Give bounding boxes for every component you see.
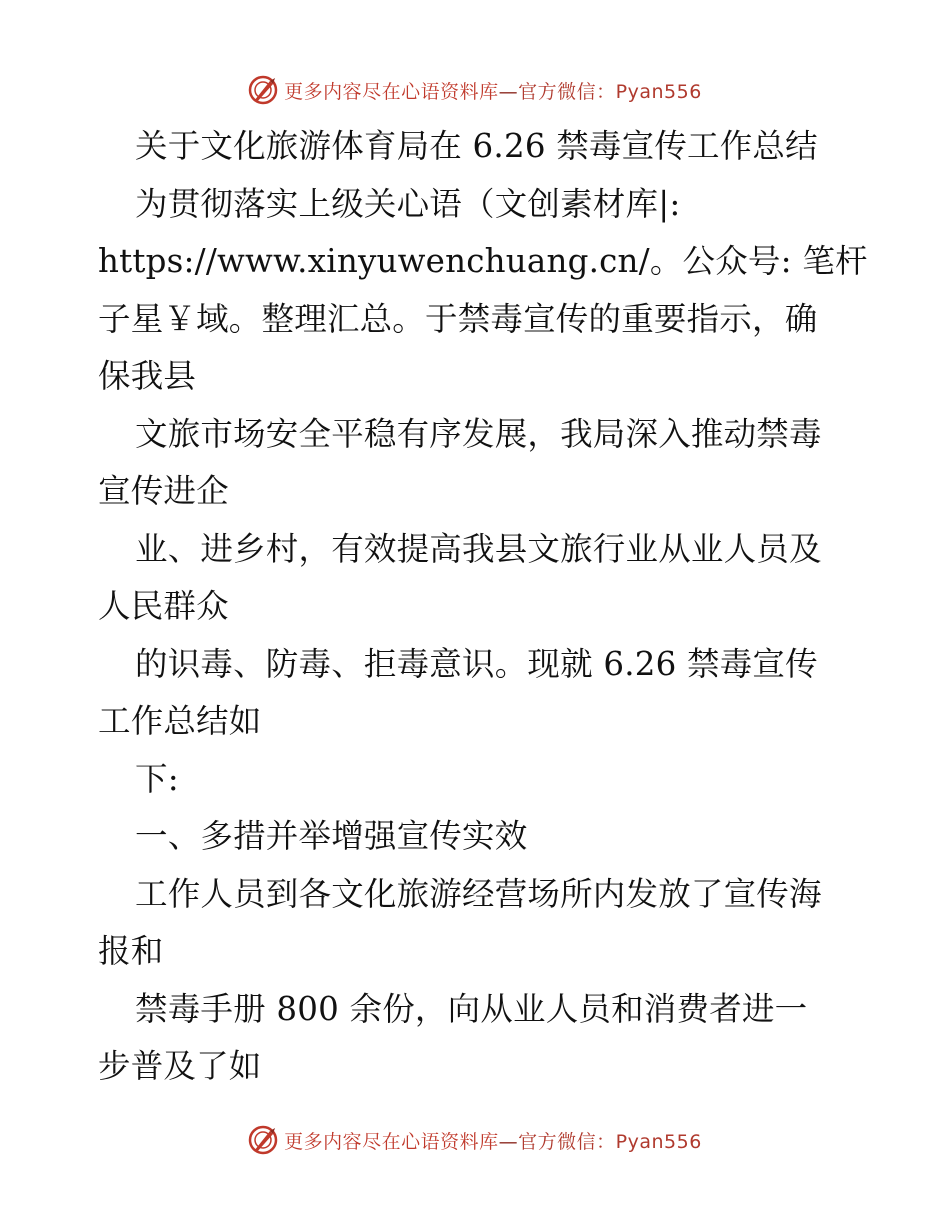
paragraph-line: 工作总结如 — [98, 702, 262, 740]
paragraph-line: 工作人员到各文化旅游经营场所内发放了宣传海 — [135, 874, 822, 913]
paragraph-line: 宣传进企 — [98, 472, 229, 510]
paragraph-line: 的识毒、防毒、拒毒意识。现就 6.26 禁毒宣传 — [135, 644, 818, 683]
paragraph-line: 步普及了如 — [98, 1047, 262, 1085]
paragraph-line: 下: — [135, 759, 179, 798]
paragraph-line: 禁毒手册 800 余份，向从业人员和消费者进一 — [135, 989, 808, 1028]
section-heading: 一、多措并举增强宣传实效 — [135, 817, 528, 855]
header-watermark-banner — [0, 70, 950, 110]
quill-pen-logo-icon — [248, 1125, 278, 1155]
paragraph-line: 为贯彻落实上级关心语（文创素材库|: — [135, 184, 681, 223]
paragraph-line: 业、进乡村，有效提高我县文旅行业从业人员及 — [135, 529, 822, 568]
paragraph-line: 报和 — [98, 932, 164, 970]
paragraph-line: 人民群众 — [98, 587, 229, 625]
document-body — [98, 118, 868, 1096]
quill-pen-logo-icon — [248, 75, 278, 105]
document-title: 关于文化旅游体育局在 6.26 禁毒宣传工作总结 — [135, 127, 818, 165]
paragraph-line: 文旅市场安全平稳有序发展，我局深入推动禁毒 — [135, 414, 822, 453]
header-watermark-text: 更多内容尽在心语资料库—官方微信：Pyan556 — [284, 80, 702, 103]
paragraph-line: 子星￥域。整理汇总。于禁毒宣传的重要指示，确 — [98, 299, 818, 338]
paragraph-line: 保我县 — [98, 357, 197, 395]
footer-watermark-banner — [0, 1120, 950, 1160]
paragraph-line-url: https://www.xinyuwenchuang.cn/。公众号: 笔杆 — [98, 242, 868, 280]
footer-watermark-text: 更多内容尽在心语资料库—官方微信：Pyan556 — [284, 1130, 702, 1153]
